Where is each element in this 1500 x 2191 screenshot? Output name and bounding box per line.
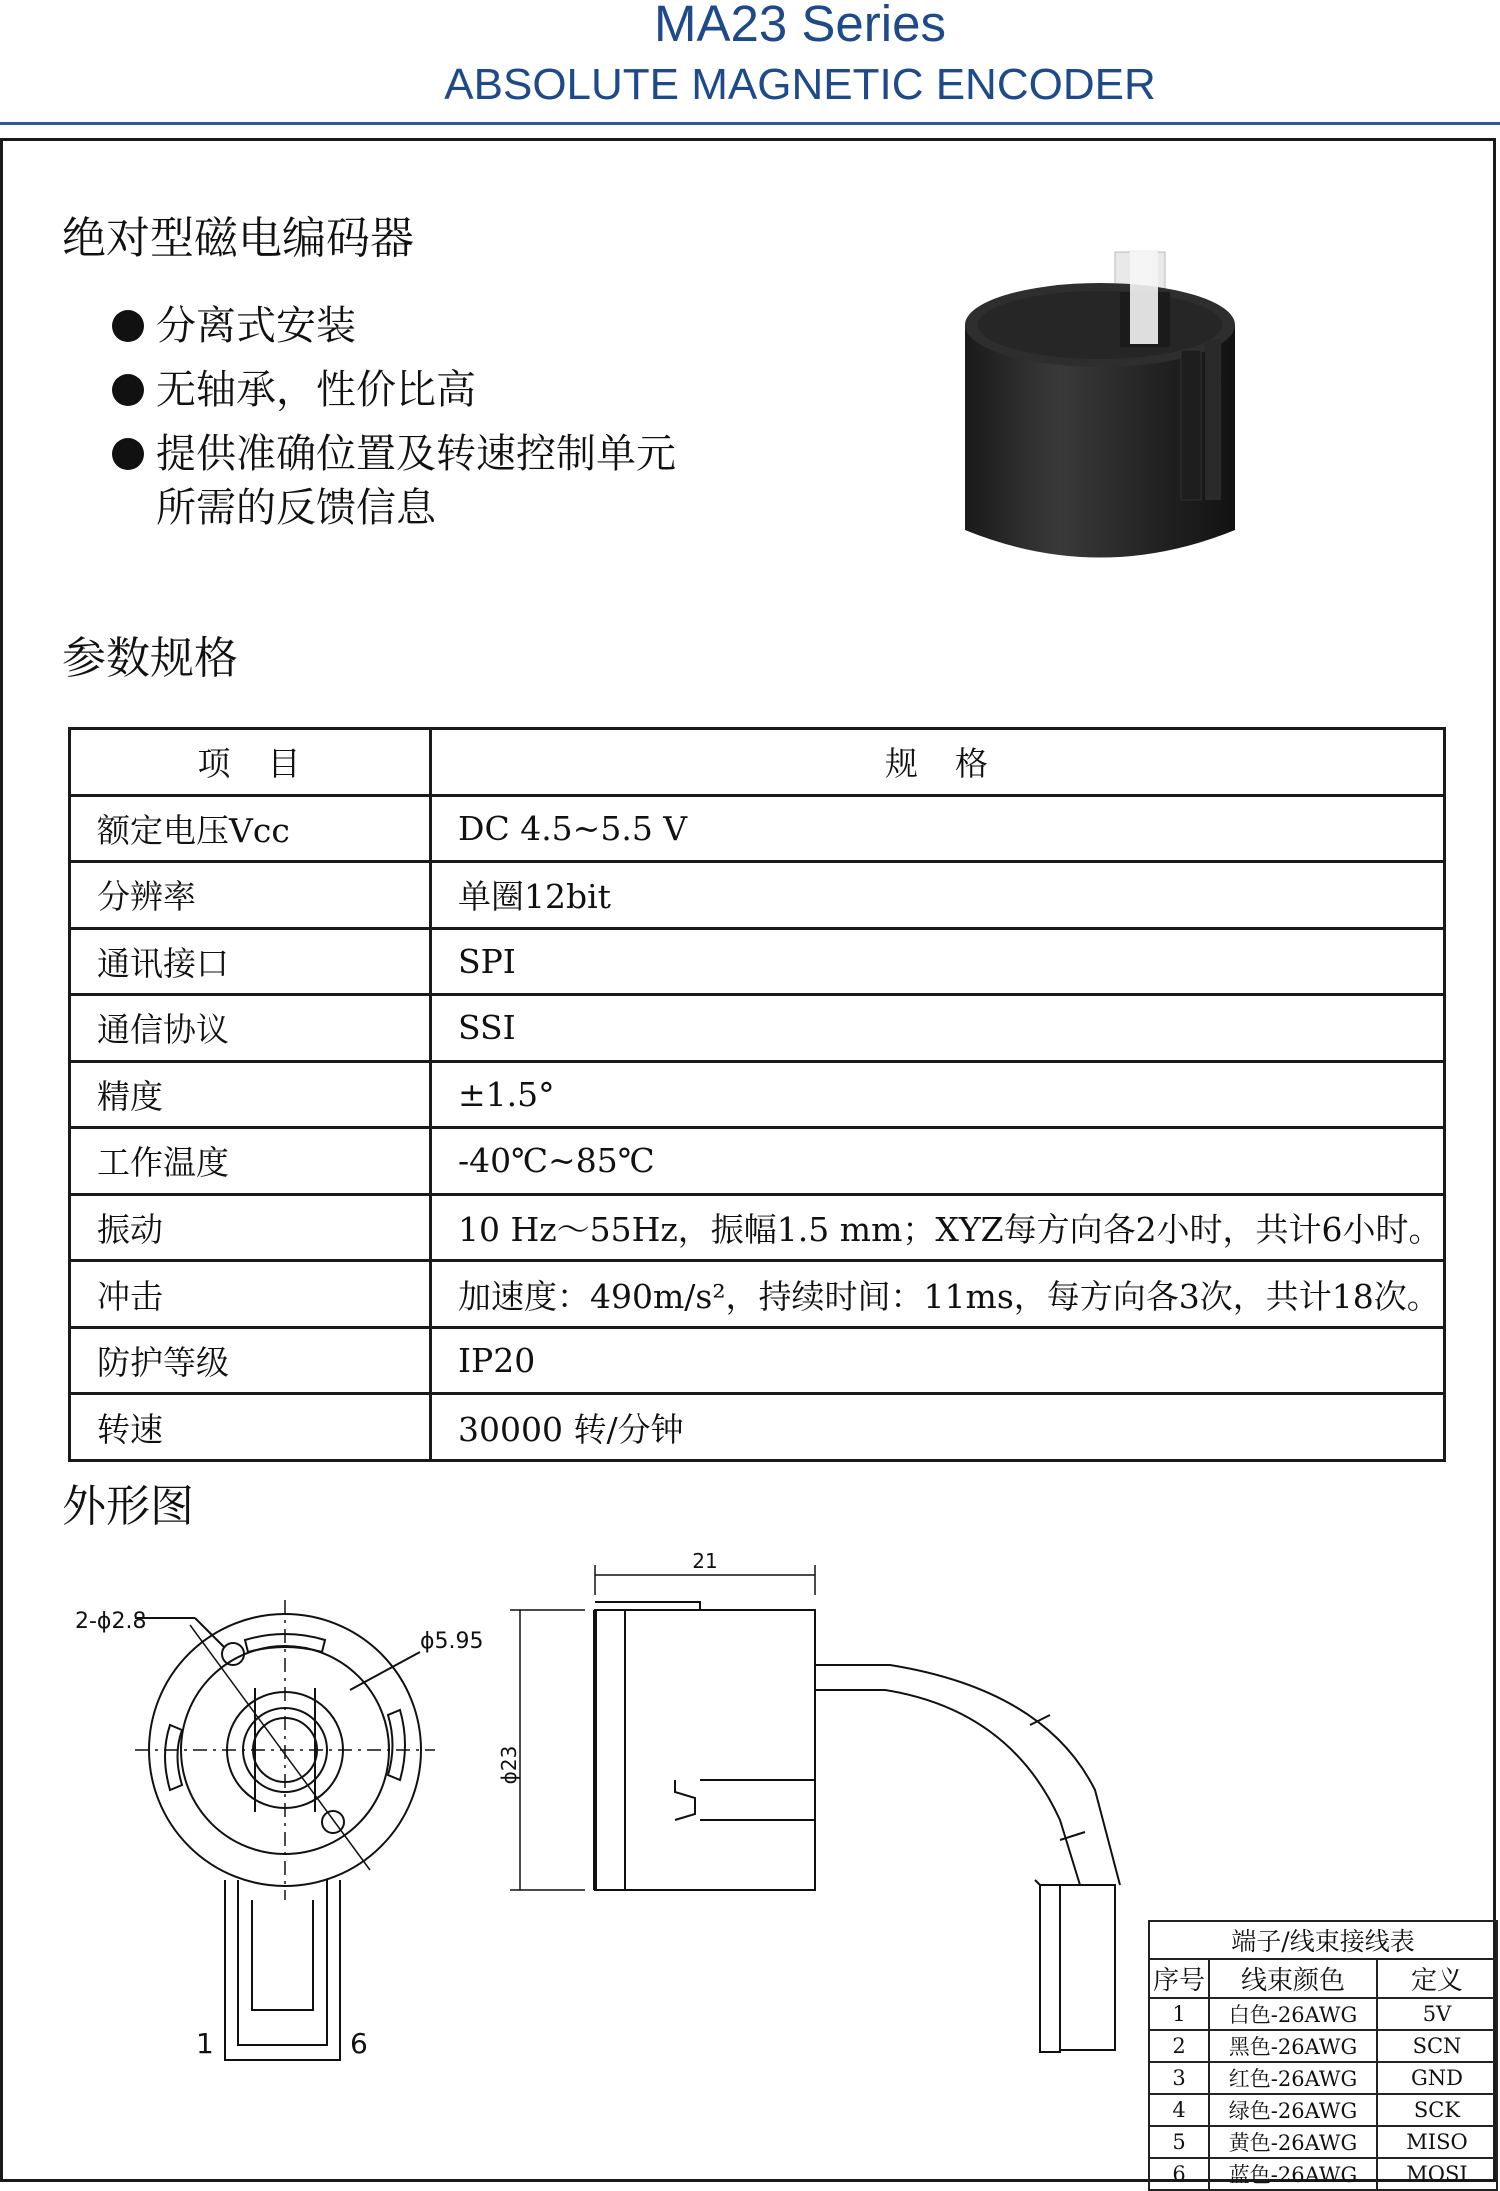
dim-bore-label: ϕ5.95 bbox=[420, 1629, 484, 1654]
wiring-color: 蓝色-26AWG bbox=[1209, 2158, 1377, 2190]
wiring-header-row bbox=[1149, 1959, 1497, 1998]
wiring-color: 黄色-26AWG bbox=[1209, 2126, 1377, 2158]
wiring-def: SCK bbox=[1377, 2094, 1497, 2126]
drawing-heading: 外形图 bbox=[62, 1481, 194, 1532]
spec-value: 加速度：490m/s²，持续时间：11ms，每方向各3次，共计18次。 bbox=[431, 1261, 1445, 1328]
wiring-table bbox=[1148, 1920, 1498, 2191]
header-divider bbox=[0, 122, 1500, 125]
feature-item: 无轴承，性价比高 bbox=[112, 370, 676, 434]
spec-value: SSI bbox=[431, 995, 1445, 1062]
table-row bbox=[1149, 2030, 1497, 2062]
wiring-no: 5 bbox=[1149, 2126, 1209, 2158]
pin-first-label: 1 bbox=[196, 2027, 214, 2060]
table-row bbox=[70, 1261, 1445, 1328]
wiring-no: 6 bbox=[1149, 2158, 1209, 2190]
spec-item: 冲击 bbox=[70, 1261, 431, 1328]
spec-item: 额定电压Vcc bbox=[70, 795, 431, 862]
wiring-no: 3 bbox=[1149, 2062, 1209, 2094]
feature-list bbox=[112, 303, 676, 531]
table-row bbox=[70, 1194, 1445, 1261]
spec-item: 分辨率 bbox=[70, 862, 431, 929]
wiring-color: 绿色-26AWG bbox=[1209, 2094, 1377, 2126]
table-row bbox=[70, 928, 1445, 995]
table-row bbox=[70, 1128, 1445, 1195]
dim-length-label: 21 bbox=[692, 1549, 718, 1573]
intro-heading: 绝对型磁电编码器 bbox=[62, 213, 414, 264]
spec-item: 通信协议 bbox=[70, 995, 431, 1062]
page-subtitle: ABSOLUTE MAGNETIC ENCODER bbox=[444, 60, 1156, 109]
spec-item: 防护等级 bbox=[70, 1327, 431, 1394]
dim-holes-label: 2-ϕ2.8 bbox=[75, 1609, 147, 1634]
spec-item: 通讯接口 bbox=[70, 928, 431, 995]
spec-value: 30000 转/分钟 bbox=[431, 1394, 1445, 1461]
spec-item: 工作温度 bbox=[70, 1128, 431, 1195]
table-row bbox=[70, 995, 1445, 1062]
wiring-def: GND bbox=[1377, 2062, 1497, 2094]
wiring-def: SCN bbox=[1377, 2030, 1497, 2062]
dim-diameter-label: ϕ23 bbox=[497, 1745, 521, 1785]
table-row bbox=[70, 862, 1445, 929]
wiring-header-color: 线束颜色 bbox=[1209, 1959, 1377, 1998]
table-row bbox=[1149, 2126, 1497, 2158]
pin-last-label: 6 bbox=[350, 2027, 368, 2060]
spec-value: ±1.5° bbox=[431, 1061, 1445, 1128]
page-title: MA23 Series bbox=[654, 0, 946, 52]
spec-item: 转速 bbox=[70, 1394, 431, 1461]
spec-header-item: 项 目 bbox=[70, 729, 431, 796]
wiring-def: MOSI bbox=[1377, 2158, 1497, 2190]
wiring-header-no: 序号 bbox=[1149, 1959, 1209, 1998]
wiring-title: 端子/线束接线表 bbox=[1149, 1921, 1497, 1959]
spec-value: DC 4.5~5.5 V bbox=[431, 795, 1445, 862]
spec-item: 精度 bbox=[70, 1061, 431, 1128]
feature-item: 提供准确位置及转速控制单元 bbox=[112, 434, 676, 498]
spec-item: 振动 bbox=[70, 1194, 431, 1261]
feature-item: 分离式安装 bbox=[112, 306, 676, 370]
wiring-no: 4 bbox=[1149, 2094, 1209, 2126]
spec-header-spec: 规 格 bbox=[431, 729, 1445, 796]
wiring-color: 红色-26AWG bbox=[1209, 2062, 1377, 2094]
table-row bbox=[70, 795, 1445, 862]
table-row bbox=[1149, 2094, 1497, 2126]
table-row bbox=[1149, 1998, 1497, 2030]
feature-item-continuation: 所需的反馈信息 bbox=[156, 485, 436, 531]
spec-table bbox=[68, 727, 1446, 1462]
table-row bbox=[70, 1327, 1445, 1394]
product-photo bbox=[955, 240, 1255, 580]
wiring-title-row bbox=[1149, 1921, 1497, 1959]
table-row bbox=[70, 1394, 1445, 1461]
table-row bbox=[1149, 2062, 1497, 2094]
table-row bbox=[1149, 2158, 1497, 2190]
spec-value: IP20 bbox=[431, 1327, 1445, 1394]
wiring-color: 黑色-26AWG bbox=[1209, 2030, 1377, 2062]
wiring-no: 2 bbox=[1149, 2030, 1209, 2062]
wiring-no: 1 bbox=[1149, 1998, 1209, 2030]
specs-heading: 参数规格 bbox=[62, 633, 238, 684]
spec-value: -40℃~85℃ bbox=[431, 1128, 1445, 1195]
spec-header-row bbox=[70, 729, 1445, 796]
wiring-color: 白色-26AWG bbox=[1209, 1998, 1377, 2030]
spec-value: 单圈12bit bbox=[431, 862, 1445, 929]
table-row bbox=[70, 1061, 1445, 1128]
wiring-def: 5V bbox=[1377, 1998, 1497, 2030]
outline-drawing bbox=[0, 1540, 1150, 2080]
wiring-def: MISO bbox=[1377, 2126, 1497, 2158]
wiring-header-def: 定义 bbox=[1377, 1959, 1497, 1998]
spec-value: SPI bbox=[431, 928, 1445, 995]
spec-value: 10 Hz～55Hz，振幅1.5 mm；XYZ每方向各2小时，共计6小时。 bbox=[431, 1194, 1445, 1261]
